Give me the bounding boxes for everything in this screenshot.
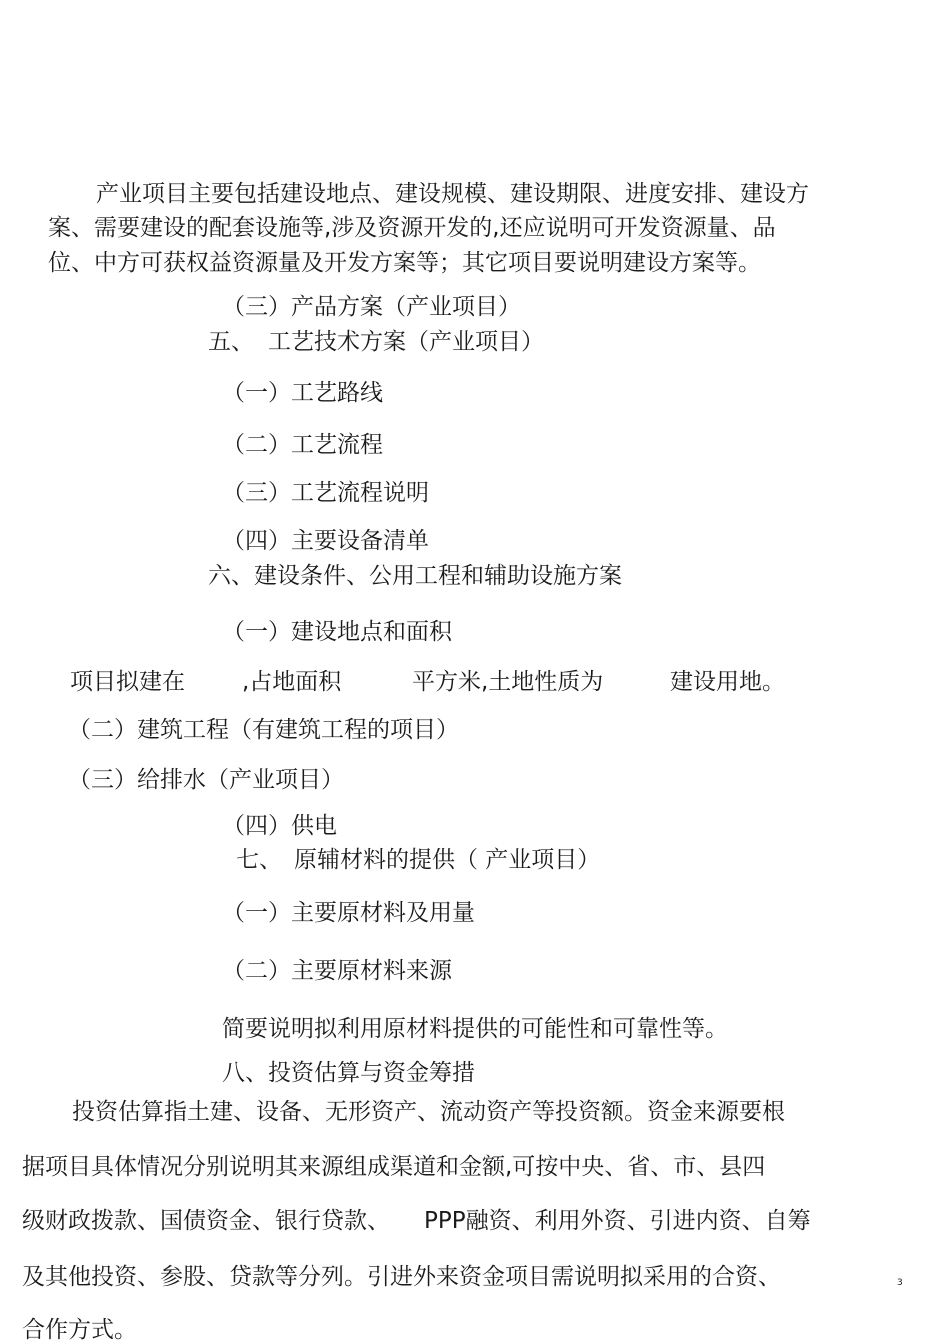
- subheading-power: （四）供电: [222, 813, 337, 839]
- investment-line-5: 合作方式。: [22, 1317, 137, 1343]
- subheading-process-flow: （二）工艺流程: [222, 432, 383, 458]
- intro-line-1: 产业项目主要包括建设地点、建设规模、建设期限、进度安排、建设方: [96, 181, 809, 207]
- investment-line-3b: PPP融资、利用外资、引进内资、自筹: [424, 1208, 811, 1234]
- investment-line-2: 据项目具体情况分别说明其来源组成渠道和金额,可按中央、省、市、县四: [22, 1154, 766, 1180]
- heading-section-7: 原辅材料的提供（ 产业项目）: [294, 847, 601, 873]
- subheading-construction: （二）建筑工程（有建筑工程的项目）: [68, 717, 459, 743]
- page-number: 3: [897, 1278, 903, 1288]
- investment-line-4: 及其他投资、参股、贷款等分列。引进外来资金项目需说明拟采用的合资、: [22, 1264, 781, 1290]
- site-text-4: 建设用地。: [670, 669, 785, 695]
- heading-section-6: 六、建设条件、公用工程和辅助设施方案: [208, 563, 622, 589]
- heading-section-5: 工艺技术方案（产业项目）: [268, 329, 544, 355]
- intro-line-2: 案、需要建设的配套设施等,涉及资源开发的,还应说明可开发资源量、品: [48, 215, 776, 241]
- site-text-2: ,占地面积: [242, 669, 342, 695]
- subheading-materials-usage: （一）主要原材料及用量: [222, 900, 475, 926]
- heading-section-5-number: 五、: [208, 329, 254, 355]
- subheading-process-description: （三）工艺流程说明: [222, 480, 429, 506]
- intro-line-3: 位、中方可获权益资源量及开发方案等；其它项目要说明建设方案等。: [48, 250, 761, 276]
- subheading-equipment-list: （四）主要设备清单: [222, 528, 429, 554]
- subheading-process-route: （一）工艺路线: [222, 380, 383, 406]
- site-text-1: 项目拟建在: [70, 669, 185, 695]
- site-text-3: 平方米,土地性质为: [412, 669, 604, 695]
- heading-section-8: 八、投资估算与资金筹措: [222, 1060, 475, 1086]
- subheading-site-area: （一）建设地点和面积: [222, 619, 452, 645]
- subheading-water: （三）给排水（产业项目）: [68, 767, 344, 793]
- materials-note: 简要说明拟利用原材料提供的可能性和可靠性等。: [222, 1016, 728, 1042]
- subheading-materials-source: （二）主要原材料来源: [222, 958, 452, 984]
- investment-line-1: 投资估算指土建、设备、无形资产、流动资产等投资额。资金来源要根: [72, 1099, 785, 1125]
- heading-section-7-number: 七、: [236, 847, 282, 873]
- investment-line-3a: 级财政拨款、国债资金、银行贷款、: [22, 1208, 390, 1234]
- heading-product-plan: （三）产品方案（产业项目）: [222, 294, 521, 320]
